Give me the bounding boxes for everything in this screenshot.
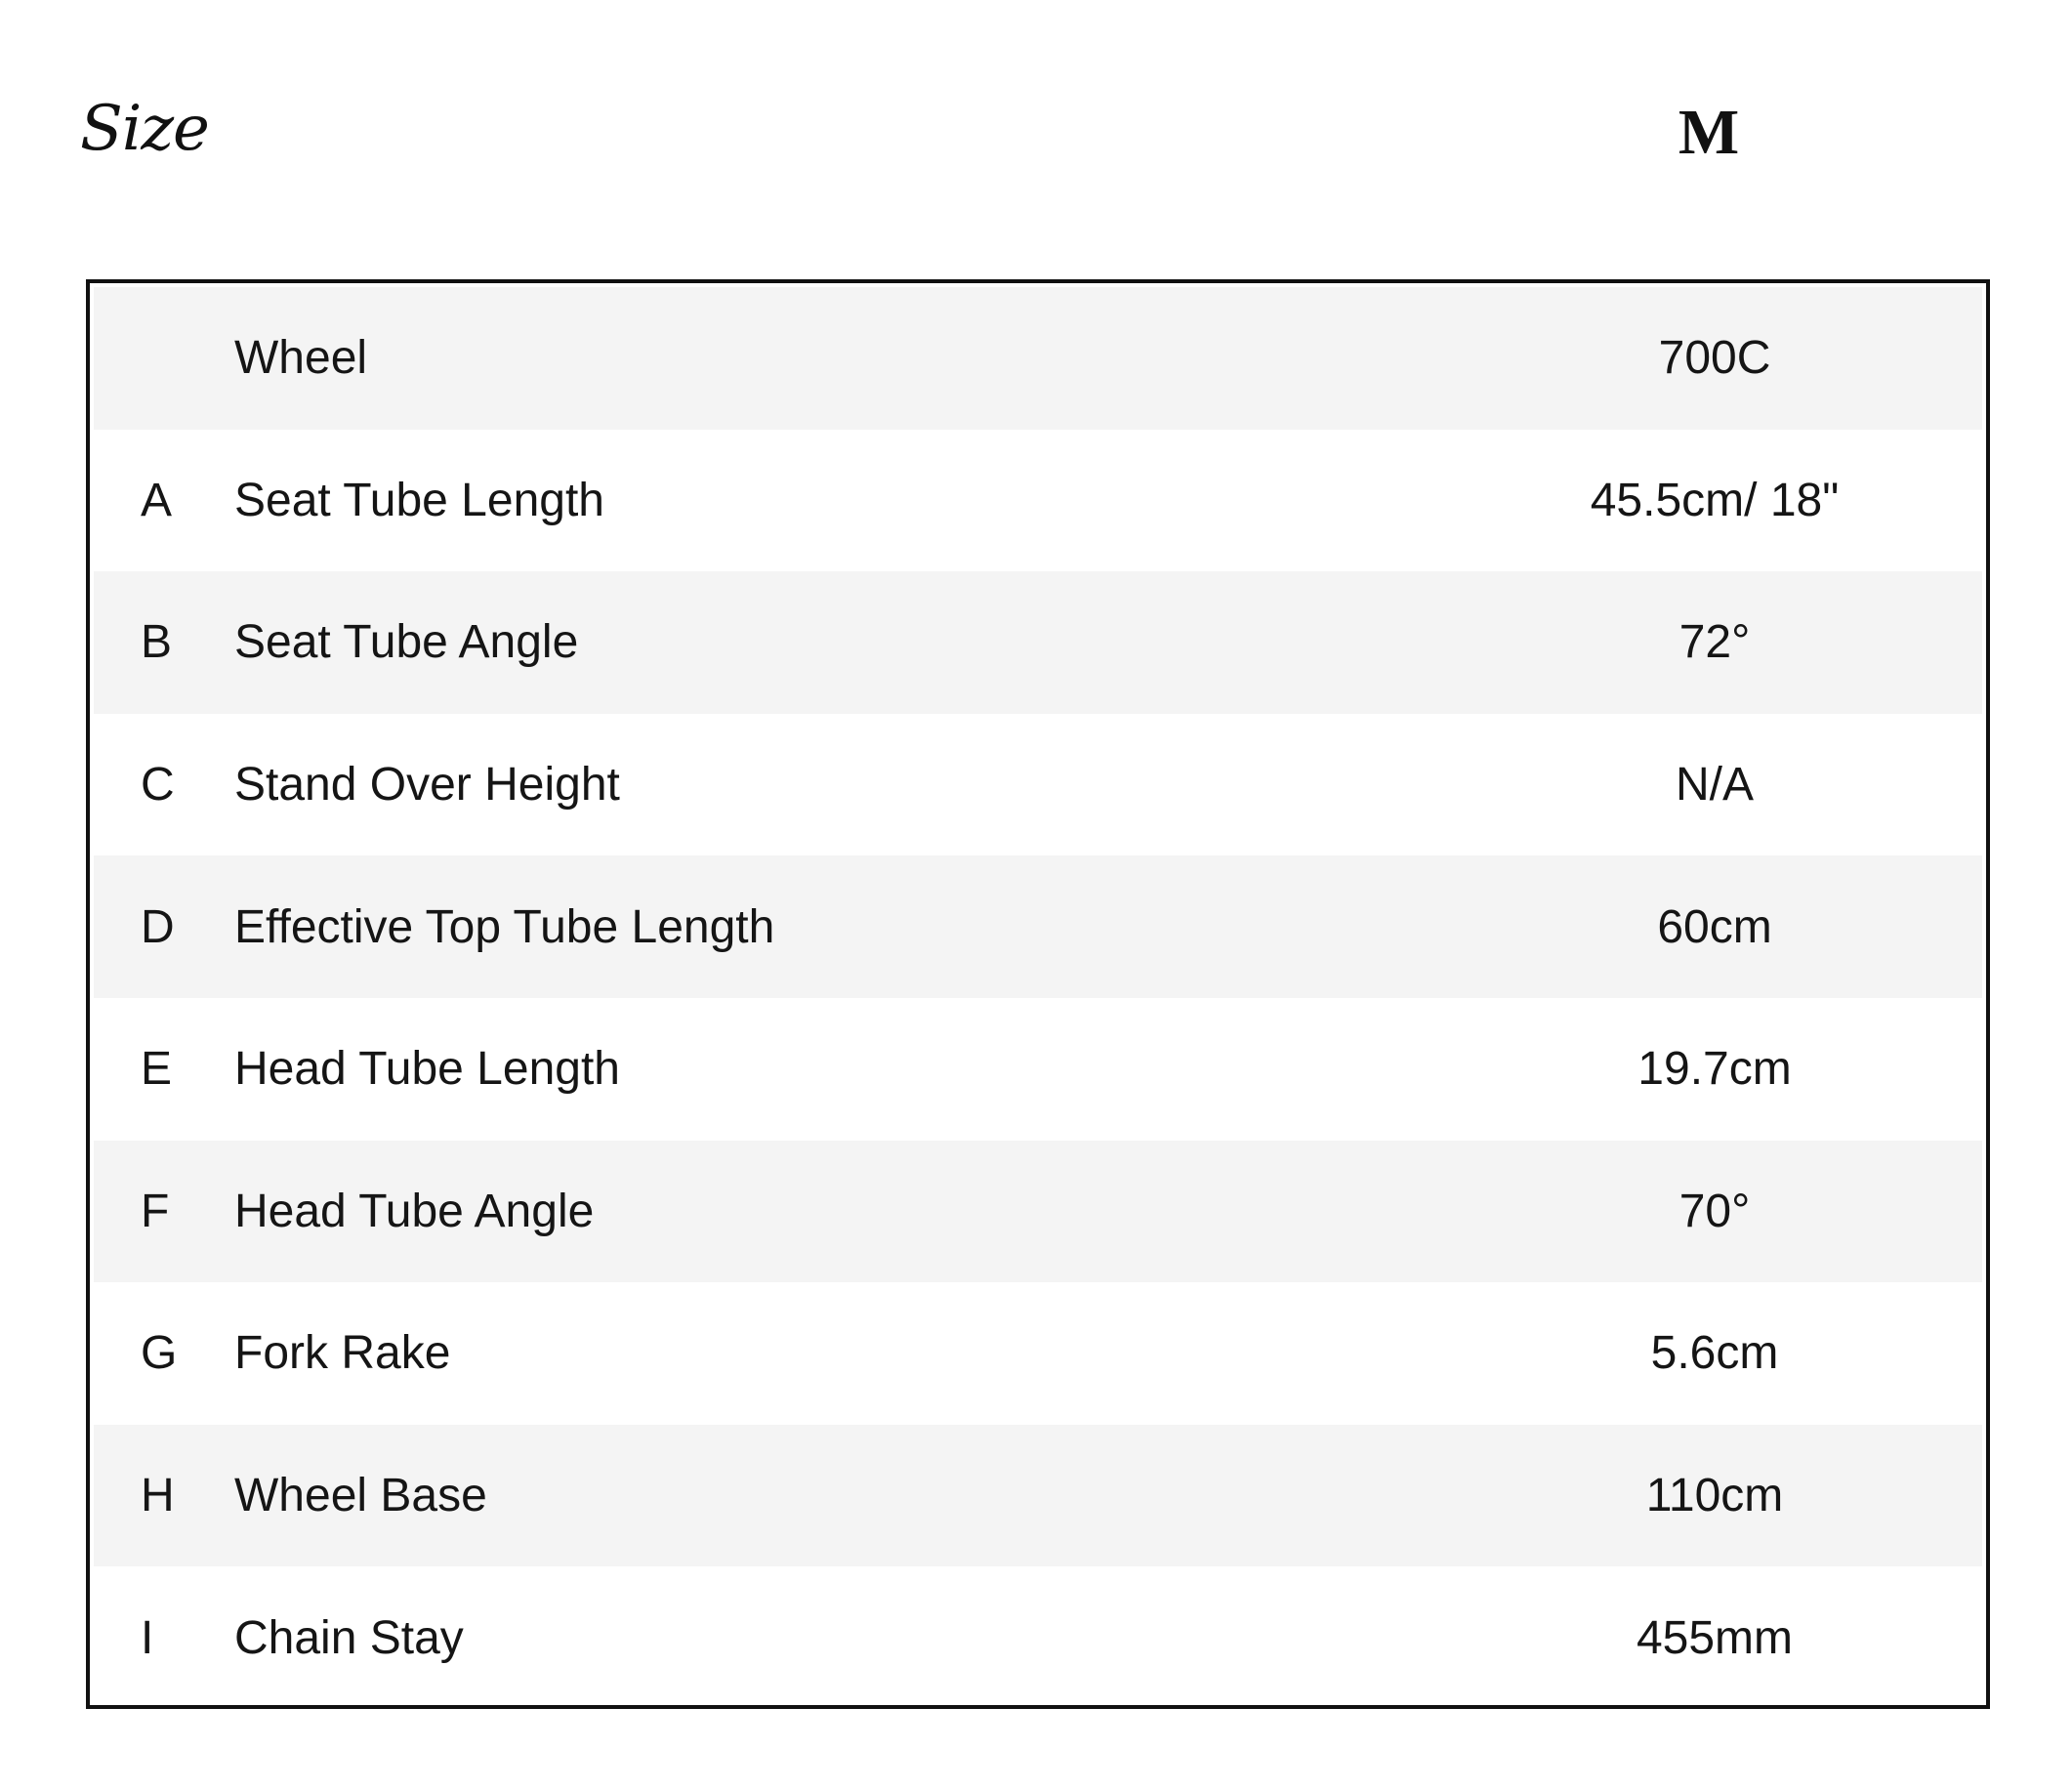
row-name: Wheel Base	[234, 1470, 487, 1522]
row-name: Wheel	[234, 332, 368, 385]
row-value: 72°	[1678, 616, 1751, 669]
table-row	[94, 1141, 1982, 1283]
size-header	[0, 0, 2072, 264]
row-value: 45.5cm/ 18"	[1590, 474, 1840, 526]
row-letter	[141, 287, 199, 430]
row-value: N/A	[1675, 759, 1754, 812]
row-letter: C	[141, 759, 175, 812]
row-name: Fork Rake	[234, 1327, 451, 1380]
size-value: M	[1678, 97, 1740, 168]
table-row	[94, 855, 1982, 998]
row-letter: H	[141, 1470, 175, 1522]
size-label: Size	[80, 93, 209, 165]
row-letter: I	[141, 1611, 154, 1664]
table-row	[94, 714, 1982, 856]
row-letter: D	[141, 900, 175, 953]
row-value: 19.7cm	[1637, 1043, 1792, 1096]
row-letter: A	[141, 474, 173, 526]
row-letter: B	[141, 616, 173, 669]
table-row	[94, 998, 1982, 1141]
row-value: 70°	[1678, 1185, 1751, 1237]
geometry-table	[86, 279, 1990, 1709]
table-row	[94, 1425, 1982, 1567]
table-row	[94, 571, 1982, 714]
table-row	[94, 430, 1982, 572]
row-value: 60cm	[1657, 900, 1772, 953]
row-name: Seat Tube Angle	[234, 616, 579, 669]
row-value: 110cm	[1645, 1470, 1784, 1522]
table-row	[94, 1566, 1982, 1709]
row-name: Chain Stay	[234, 1611, 464, 1664]
row-letter: E	[141, 1043, 173, 1096]
row-value: 700C	[1658, 332, 1771, 385]
table-row	[94, 287, 1982, 430]
row-letter: F	[141, 1185, 170, 1237]
row-value: 5.6cm	[1650, 1327, 1779, 1380]
row-name: Stand Over Height	[234, 759, 620, 812]
row-value: 455mm	[1636, 1611, 1794, 1664]
row-letter: G	[141, 1327, 178, 1380]
row-name: Head Tube Angle	[234, 1185, 595, 1237]
row-name: Seat Tube Length	[234, 474, 604, 526]
row-name: Head Tube Length	[234, 1043, 620, 1096]
table-row	[94, 1282, 1982, 1425]
row-name: Effective Top Tube Length	[234, 900, 775, 953]
